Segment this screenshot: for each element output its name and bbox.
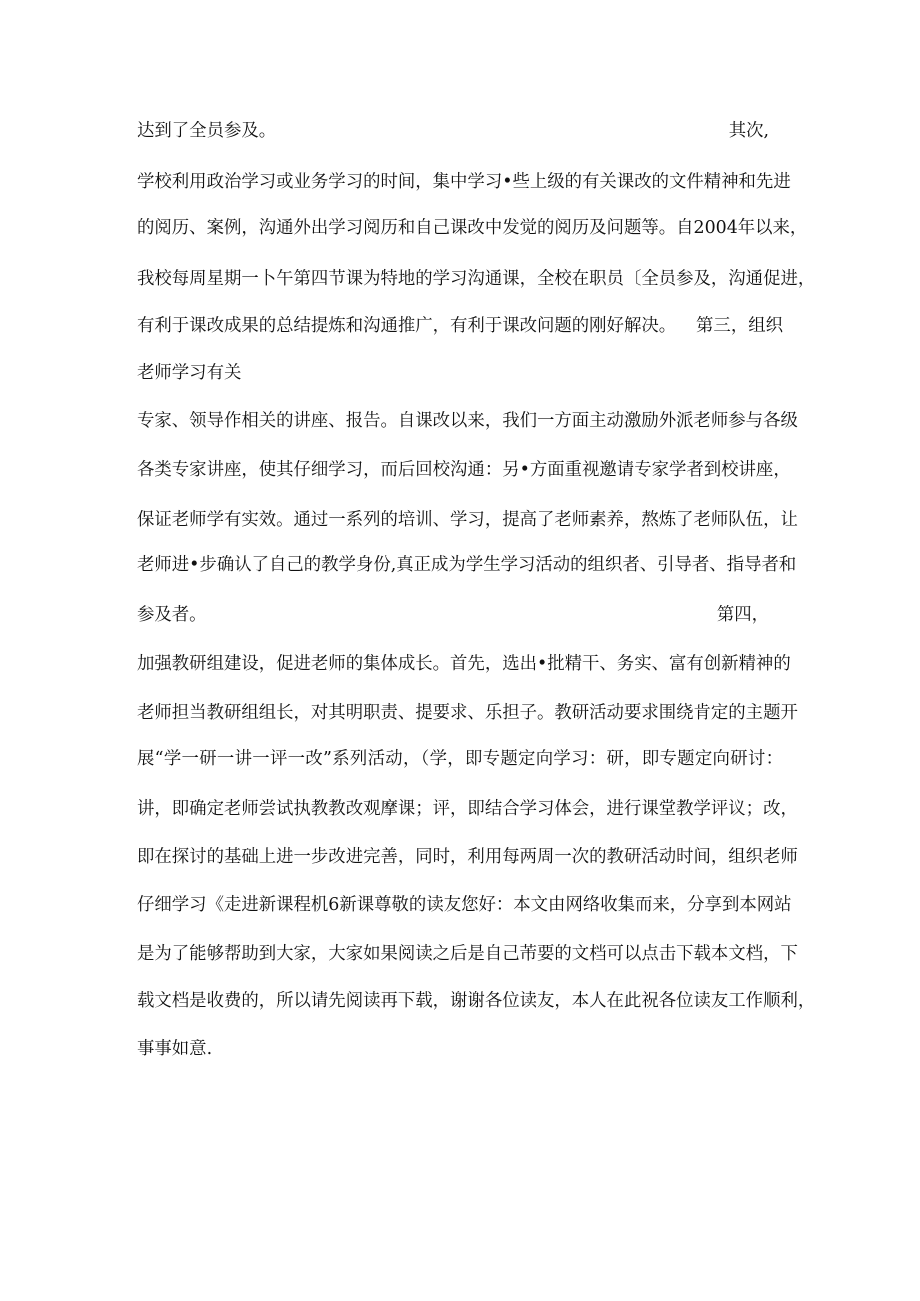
text-line: 老师学习有关: [137, 363, 242, 383]
text-line: 载文档是收费的，所以请先阅读再下载，谢谢各位读友，本人在此祝各位读友工作顺利，: [137, 991, 816, 1011]
text-line: [137, 311, 783, 341]
text-line: 老师进•步确认了自己的教学身份,真正成为学生学习活动的组织者、引导者、指导者和: [137, 555, 797, 575]
text-line-left: 有利于课改成果的总结提炼和沟通推广，有利于课改问题的刚好解决。: [137, 316, 677, 336]
text-line-right: 第四，: [716, 605, 769, 625]
text-line: 展“学一研一讲一评一改”系列活动，（学，即专题定向学习：研，即专题定向研讨：: [137, 749, 783, 769]
text-line: 加强教研组建设，促进老师的集体成长。首先，选出•批精干、务实、富有创新精神的: [137, 654, 791, 674]
text-line: 事事如意.: [137, 1039, 213, 1059]
text-line: 我校每周星期一卜午第四节课为特地的学习沟通课，全校在职员〔全员参及，沟通促进，: [137, 269, 816, 289]
text-line: [137, 116, 783, 146]
text-line-right: 其次,: [728, 121, 769, 141]
text-line: 保证老师学有实效。通过一系列的培训、学习，提高了老师素养，熬炼了老师队伍，让: [137, 510, 798, 530]
text-line: [137, 600, 783, 630]
text-line: 讲，即确定老师尝试执教教改观摩课；评，即结合学习体会，进行课堂教学评议；改，: [137, 799, 798, 819]
text-line: 专家、领导作相关的讲座、报告。自课改以来，我们一方面主动激励外派老师参与各级: [137, 411, 798, 431]
text-line-left: 参及者。: [137, 605, 207, 625]
text-line: 学校利用政治学习或业务学习的时间，集中学习•些上级的有关课改的文件精神和先进: [137, 172, 791, 192]
text-line: 即在探讨的基础上进一步改进完善，同时，利用每两周一次的教研活动时间，组织老师: [137, 847, 798, 867]
text-line: 是为了能够帮助到大家，大家如果阅读之后是自己芾要的文档可以点击下载本文档，下: [137, 944, 798, 964]
text-line-right: 第三，组织: [696, 316, 783, 336]
text-line: 的阅历、案例，沟通外出学习阅历和自己课改中发觉的阅历及问题等。自2004年以来，: [137, 218, 808, 238]
text-line: 仔细学习《走进新课程机6新课尊敬的读友您好：本文由网络收集而来，分享到本网站: [137, 895, 792, 915]
text-line: 各类专家讲座，使其仔细学习，而后回校沟通：另•方面重视邀请专家学者到校讲座，: [137, 460, 791, 480]
text-line-left: 达到了全员参及。: [137, 121, 277, 141]
text-line: 老师担当教研组组长，对其明职责、提要求、乐担子。教研活动要求围绕肯定的主题开: [137, 703, 798, 723]
